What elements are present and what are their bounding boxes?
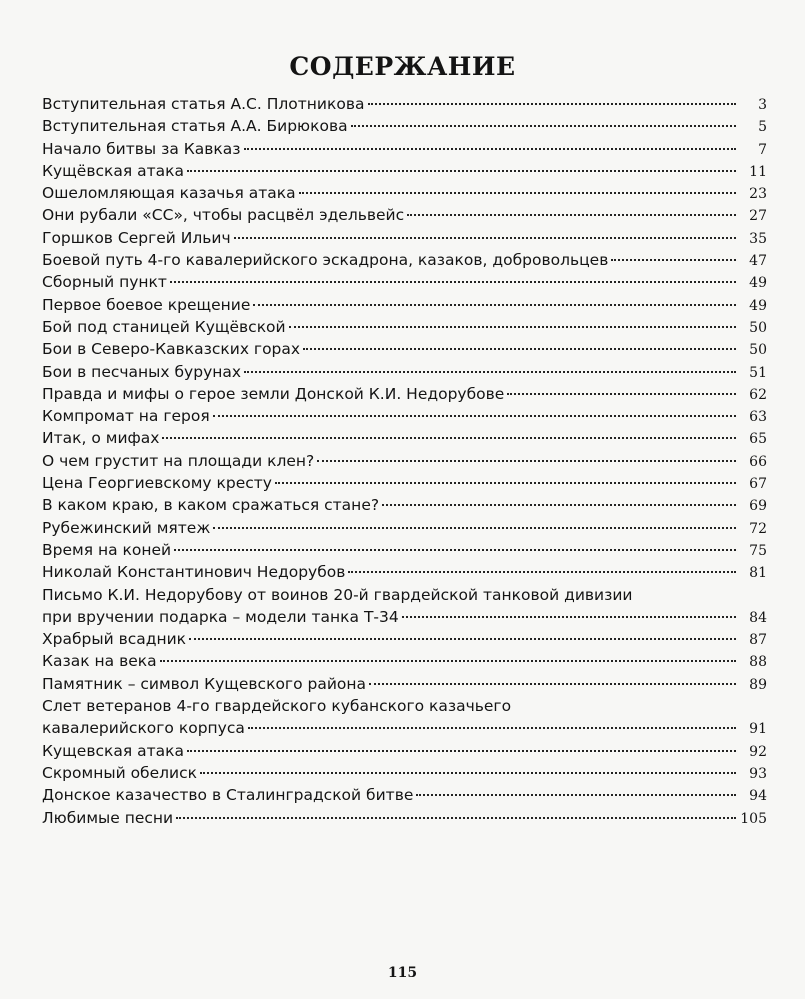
toc-entry-title: Письмо К.И. Недорубову от воинов 20-й гвардейской танковой дивизии (42, 585, 633, 604)
toc-entry (42, 316, 767, 338)
toc-entry-page: 88 (749, 654, 767, 671)
toc-entry-title: Сборный пункт (42, 273, 167, 292)
toc-entry-title: Рубежинский мятеж (42, 518, 211, 537)
toc-entry-title: Время на коней (42, 540, 172, 559)
toc-line (42, 271, 767, 293)
toc-entry-title: Итак, о мифах (42, 429, 160, 448)
toc-line (42, 450, 767, 472)
dot-leader (213, 415, 736, 417)
toc-entry-page: 87 (749, 632, 767, 649)
toc-entry (42, 762, 767, 784)
toc-line (42, 650, 767, 672)
toc-entry (42, 160, 767, 182)
dot-leader (187, 170, 736, 172)
toc-entry (42, 182, 767, 204)
toc-entry-page: 67 (749, 476, 767, 493)
toc-entry-title: Первое боевое крещение (42, 295, 251, 314)
toc-entry (42, 539, 767, 561)
toc-line (42, 294, 767, 316)
toc-entry (42, 628, 767, 650)
toc-entry-title: Любимые песни (42, 808, 174, 827)
toc-entry-title: Вступительная статья А.А. Бирюкова (42, 117, 348, 136)
toc-entry-page: 47 (749, 253, 767, 270)
toc-line (42, 561, 767, 583)
toc-line (42, 539, 767, 561)
dot-leader (368, 103, 737, 105)
dot-leader (402, 616, 736, 618)
dot-leader (248, 727, 736, 729)
toc-entry (42, 271, 767, 293)
toc-line (42, 138, 767, 160)
toc-entry (42, 294, 767, 316)
toc-entry (42, 138, 767, 160)
toc-entry-title: Правда и мифы о герое земли Донской К.И. Недорубове (42, 384, 505, 403)
toc-entry-page: 65 (749, 431, 767, 448)
dot-leader (382, 504, 736, 506)
toc-line (42, 472, 767, 494)
toc-entry-page: 105 (740, 810, 767, 827)
toc-entry (42, 584, 767, 629)
toc-entry-title: Николай Константинович Недорубов (42, 563, 346, 582)
page-title: СОДЕРЖАНИЕ (289, 52, 516, 81)
toc-entry-page: 69 (749, 498, 767, 515)
toc-entry (42, 93, 767, 115)
dot-leader (275, 482, 736, 484)
toc-entry-title: Цена Георгиевскому кресту (42, 474, 272, 493)
toc-entry (42, 673, 767, 695)
dot-leader (234, 237, 736, 239)
toc-line (42, 517, 767, 539)
toc-entry-title: Вступительная статья А.С. Плотникова (42, 95, 365, 113)
toc-entry (42, 249, 767, 271)
toc-line (42, 182, 767, 204)
toc-entry-title: Кущевская атака (42, 741, 184, 760)
dot-leader (611, 259, 736, 261)
toc-entry (42, 740, 767, 762)
toc-line (42, 427, 767, 449)
toc-entry (42, 561, 767, 583)
toc-entry (42, 383, 767, 405)
dot-leader (253, 304, 736, 306)
toc-entry-title: кавалерийского корпуса (42, 719, 245, 738)
dot-leader (213, 527, 736, 529)
toc-entry-page: 11 (749, 163, 767, 180)
dot-leader (162, 437, 736, 439)
dot-leader (303, 348, 736, 350)
toc-line (42, 383, 767, 405)
toc-entry-title: Казак на века (42, 652, 157, 671)
toc-line (42, 204, 767, 226)
toc-entry-page: 75 (749, 542, 767, 559)
toc-entry-title: Ошеломляющая казачья атака (42, 184, 296, 203)
dot-leader (244, 371, 736, 373)
toc-line (42, 628, 767, 650)
toc-line (42, 606, 767, 628)
toc-line (42, 338, 767, 360)
dot-leader (351, 125, 736, 127)
toc-entry-page: 35 (749, 230, 767, 247)
toc-entry-title: Бои в Северо-Кавказских горах (42, 340, 301, 359)
toc-line (42, 405, 767, 427)
dot-leader (289, 326, 736, 328)
toc-line (42, 740, 767, 762)
toc-entry-page: 51 (749, 364, 767, 381)
toc-entry-title: Кущёвская атака (42, 161, 184, 180)
toc-entry-title: Горшков Сергей Ильич (42, 228, 231, 247)
toc-line (42, 316, 767, 338)
toc-entry-page: 92 (749, 743, 767, 760)
dot-leader (200, 772, 736, 774)
toc-line (42, 807, 767, 829)
dot-leader (176, 817, 736, 819)
toc-entry-page: 63 (749, 409, 767, 426)
toc-line (42, 115, 767, 137)
toc-entry-page: 62 (749, 386, 767, 403)
dot-leader (299, 192, 736, 194)
toc-entry (42, 204, 767, 226)
toc-entry (42, 361, 767, 383)
toc-entry-page: 50 (749, 319, 767, 336)
toc-entry (42, 650, 767, 672)
toc-entry-page: 49 (749, 275, 767, 292)
toc-line (42, 227, 767, 249)
toc-entry (42, 405, 767, 427)
toc-line (42, 93, 767, 115)
toc-entry-page: 94 (749, 788, 767, 805)
toc-entry-page: 7 (758, 141, 767, 158)
toc-entry-title: Начало битвы за Кавказ (42, 139, 241, 158)
toc-entry-title: Они рубали «СС», чтобы расцвёл эдельвейс (42, 206, 405, 225)
toc-entry-page: 50 (749, 342, 767, 359)
toc-line (42, 717, 767, 739)
toc-entry-page: 49 (749, 297, 767, 314)
toc-entry-page: 72 (749, 520, 767, 537)
toc-entry-page: 23 (749, 186, 767, 203)
toc-entry-page: 91 (749, 721, 767, 738)
toc-entry-title: Компромат на героя (42, 407, 210, 426)
toc-entry (42, 427, 767, 449)
toc-line (42, 695, 767, 717)
toc-entry-title: Бои в песчаных бурунах (42, 362, 242, 381)
dot-leader (160, 660, 736, 662)
toc-line (42, 494, 767, 516)
toc-entry (42, 338, 767, 360)
dot-leader (407, 214, 736, 216)
toc-entry-page: 81 (749, 565, 767, 582)
toc-entry-title: при вручении подарка – модели танка Т-34 (42, 607, 399, 626)
toc-line (42, 673, 767, 695)
toc-entry (42, 450, 767, 472)
toc-entry-title: Памятник – символ Кущевского района (42, 674, 367, 693)
toc-entry-title: Бой под станицей Кущёвской (42, 317, 286, 336)
toc-entry-page: 89 (749, 676, 767, 693)
toc-entry-page: 84 (749, 609, 767, 626)
toc-entry (42, 695, 767, 740)
toc-entry-page: 3 (758, 97, 767, 113)
dot-leader (170, 281, 736, 283)
toc-entry-title: О чем грустит на площади клен? (42, 451, 315, 470)
toc-line (42, 584, 767, 606)
dot-leader (174, 549, 736, 551)
toc-entry (42, 784, 767, 806)
toc-entry (42, 115, 767, 137)
page-number: 115 (387, 965, 418, 981)
toc-line (42, 762, 767, 784)
toc-entry (42, 227, 767, 249)
dot-leader (507, 393, 736, 395)
toc-entry (42, 494, 767, 516)
toc-entry-title: В каком краю, в каком сражаться стане? (42, 496, 380, 515)
toc-line (42, 784, 767, 806)
toc-entry (42, 517, 767, 539)
dot-leader (317, 460, 736, 462)
toc-line (42, 249, 767, 271)
toc-entry-title: Слет ветеранов 4-го гвардейского кубанского казачьего (42, 697, 512, 716)
toc-entry-title: Боевой путь 4-го кавалерийского эскадрона, казаков, добровольцев (42, 251, 609, 270)
toc-entry (42, 807, 767, 829)
toc-entry-title: Скромный обелиск (42, 763, 198, 782)
toc-line (42, 160, 767, 182)
toc-entry-page: 66 (749, 453, 767, 470)
dot-leader (348, 571, 736, 573)
dot-leader (244, 148, 737, 150)
toc-entry-title: Донское казачество в Сталинградской битве (42, 786, 414, 805)
table-of-contents (42, 93, 767, 829)
dot-leader (416, 794, 736, 796)
dot-leader (187, 750, 736, 752)
toc-line (42, 361, 767, 383)
toc-entry-page: 27 (749, 208, 767, 225)
toc-entry (42, 472, 767, 494)
toc-entry-page: 93 (749, 765, 767, 782)
toc-entry-page: 5 (758, 119, 767, 136)
dot-leader (369, 683, 736, 685)
dot-leader (189, 638, 736, 640)
toc-entry-title: Храбрый всадник (42, 630, 187, 649)
